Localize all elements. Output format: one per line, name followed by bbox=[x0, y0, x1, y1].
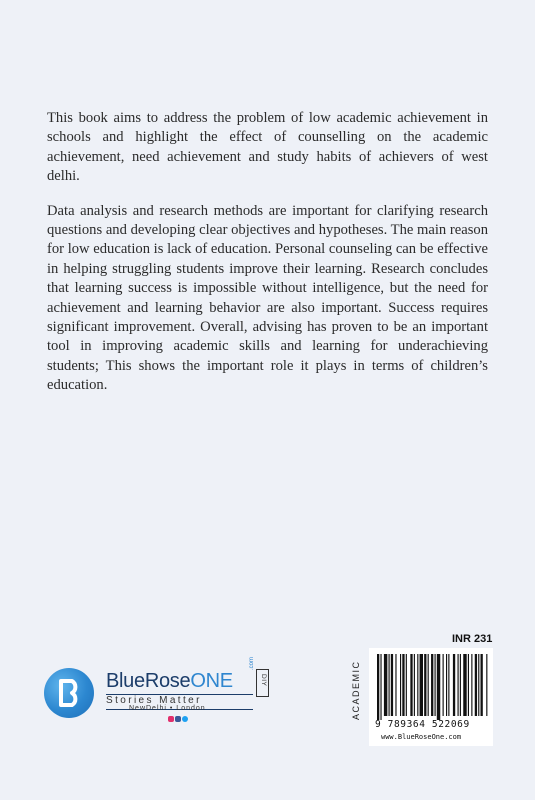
barcode-bar bbox=[460, 654, 461, 716]
barcode-bar bbox=[475, 654, 477, 716]
barcode-bar bbox=[377, 654, 379, 720]
barcode-bar bbox=[431, 654, 433, 716]
barcode-bar bbox=[384, 654, 387, 716]
barcode-bar bbox=[481, 654, 483, 716]
barcode-bar bbox=[380, 654, 381, 720]
publisher-name-part1: BlueRose bbox=[106, 670, 191, 692]
barcode-bar bbox=[389, 654, 390, 716]
isbn-barcode bbox=[369, 648, 493, 746]
publisher-domain-suffix: .com bbox=[249, 656, 255, 670]
barcode-bar bbox=[417, 654, 418, 716]
publisher-locations: NewDelhi • London bbox=[129, 705, 206, 712]
publisher-website: www.BlueRoseOne.com bbox=[381, 733, 462, 741]
diy-badge bbox=[256, 669, 269, 697]
barcode-bar bbox=[471, 654, 472, 716]
price-label: INR 231 bbox=[452, 633, 493, 645]
barcode-bars bbox=[369, 648, 493, 720]
barcode-bar bbox=[420, 654, 423, 716]
barcode-bar bbox=[435, 654, 436, 716]
diy-badge-label: DIY bbox=[260, 674, 267, 687]
barcode-bar bbox=[478, 654, 479, 716]
isbn-digits: 9 789364 522069 bbox=[375, 719, 470, 730]
barcode-bar bbox=[486, 654, 487, 716]
barcode-bar bbox=[391, 654, 393, 716]
publisher-tagline: Stories Matter bbox=[106, 695, 202, 706]
barcode-bar bbox=[463, 654, 466, 716]
barcode-bar bbox=[400, 654, 401, 716]
barcode-bar bbox=[468, 654, 469, 716]
barcode-bar bbox=[406, 654, 407, 716]
twitter-icon bbox=[182, 716, 188, 722]
publisher-logo-icon bbox=[44, 668, 94, 718]
back-cover-blurb bbox=[47, 109, 488, 411]
publisher-name bbox=[106, 670, 233, 693]
blurb-paragraph-2: Data analysis and research methods are important for clarifying research questions and developing clear objectives and hypotheses. The main reason for low education is lack of education. Personal counseling can be effective in helping struggling students improve their learning. Research concludes that learning success is impossible without intelligence, but the need for achievement and learning behavior are also important. Success requires significant improvement. Overall, advising has proven to be an important tool in improving academic skills and learning for underachieving students; This shows the important role it plays in terms of children’s education. bbox=[47, 202, 488, 394]
barcode-bar bbox=[453, 654, 455, 716]
barcode-bar bbox=[424, 654, 426, 716]
barcode-bar bbox=[414, 654, 415, 716]
barcode-bar bbox=[446, 654, 447, 716]
publisher-logo bbox=[44, 656, 284, 763]
barcode-bar bbox=[402, 654, 404, 716]
blurb-paragraph-1: This book aims to address the problem of low academic achievement in schools and highlight the effect of counselling on the academic achievement, need achievement and study habits of achievers of west delhi. bbox=[47, 110, 488, 185]
barcode-bar bbox=[437, 654, 440, 720]
publisher-name-part2: ONE bbox=[190, 670, 233, 692]
facebook-icon bbox=[175, 716, 181, 722]
barcode-bar bbox=[410, 654, 412, 716]
barcode-bar bbox=[448, 654, 449, 716]
barcode-bar bbox=[395, 654, 396, 716]
category-label: ACADEMIC bbox=[351, 660, 361, 720]
social-icons bbox=[168, 716, 188, 722]
barcode-bar bbox=[428, 654, 429, 716]
barcode-bar bbox=[458, 654, 459, 716]
instagram-icon bbox=[168, 716, 174, 722]
barcode-bar bbox=[443, 654, 444, 716]
